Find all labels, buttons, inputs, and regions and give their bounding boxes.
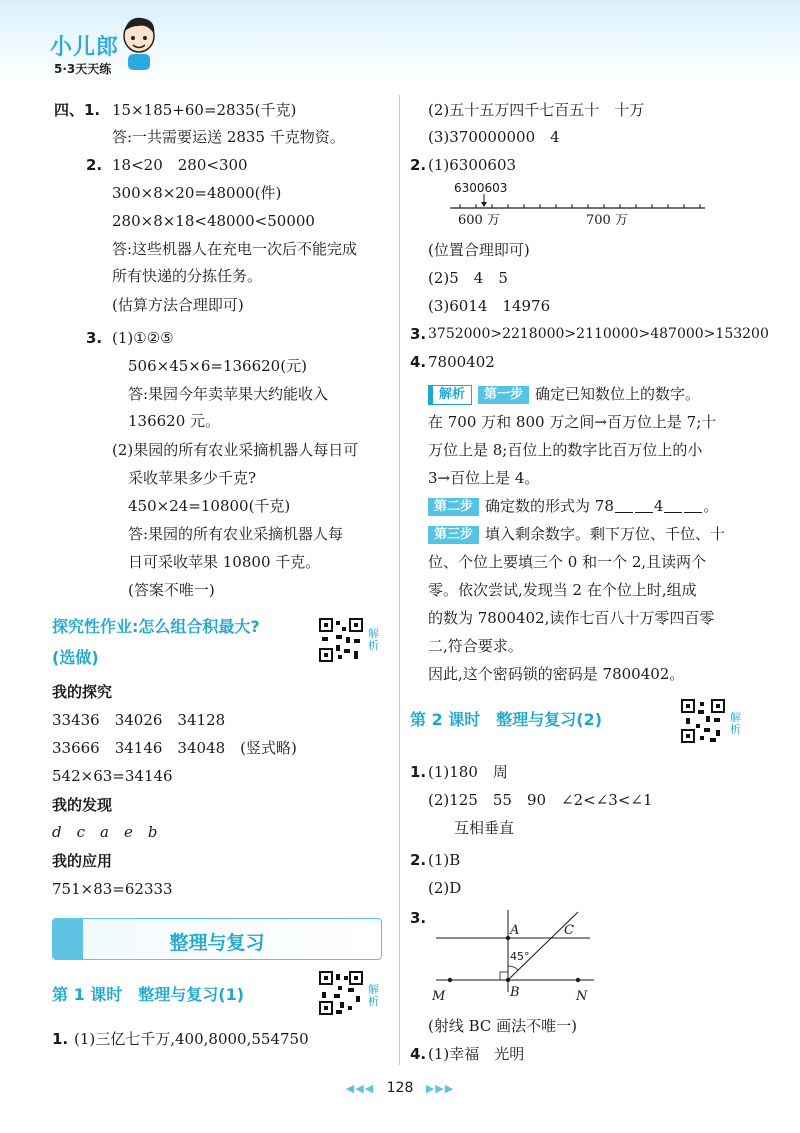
step3-line2: 位、个位上要填三个 0 和一个 2,且读两个	[428, 553, 707, 571]
lesson1-title: 第 1 课时 整理与复习(1)	[52, 985, 245, 1004]
explore-row-2: 33666 34146 34048 (竖式略)	[52, 739, 297, 757]
page-footer	[0, 1080, 800, 1096]
step3-line	[428, 524, 725, 544]
step3-text: 填入剩余数字。剩下万位、千位、十	[485, 525, 726, 543]
q4-2-label: 2.	[86, 156, 103, 174]
q4-label: 4.	[410, 353, 427, 371]
angle-arc	[508, 966, 518, 970]
step1-text: 确定已知数位上的数字。	[535, 385, 701, 403]
explore-title: 探究性作业:怎么组合积最大?	[52, 617, 260, 636]
q4-3-line10: (答案不唯一)	[128, 581, 215, 599]
analysis-tag: 解析	[428, 385, 472, 405]
q4-3-line1: (1)①②⑤	[112, 329, 174, 347]
my-apply-heading: 我的应用	[52, 852, 113, 870]
q4-3-label: 3.	[86, 329, 103, 347]
q4-3-line7: 450×24=10800(千克)	[128, 497, 291, 515]
step3-line4: 的数为 7800402,读作七百八十万零四百零	[428, 609, 715, 627]
page-number: 128	[386, 1080, 414, 1096]
q2-line1: (1)6300603	[428, 156, 517, 174]
q4-3-line4: 136620 元。	[128, 412, 221, 430]
step2-tag: 第二步	[428, 498, 479, 516]
explore-row-3: 542×63=34146	[52, 767, 173, 785]
step1-line3: 万位上是 8;百位上的数字比百万位上的小	[428, 441, 703, 459]
q4-3-line3: 答:果园今年卖苹果大约能收入	[128, 385, 329, 403]
step1-line2: 在 700 万和 800 万之间→百万位上是 7;十	[428, 413, 717, 431]
point-n	[576, 978, 580, 982]
conclusion: 因此,这个密码锁的密码是 7800402。	[428, 665, 685, 683]
label-a: A	[510, 923, 520, 938]
l2-q1-line1: (1)180 周	[428, 763, 508, 781]
step2-end: 。	[703, 497, 719, 515]
step3-tag: 第三步	[428, 526, 479, 544]
qr-code-icon[interactable]	[318, 617, 364, 663]
q2-line2: (2)5 4 5	[428, 269, 508, 287]
q4-3-line5: (2)果园的所有农业采摘机器人每日可	[112, 441, 359, 459]
label-b: B	[510, 985, 520, 1000]
l2-q2-line1: (1)B	[428, 851, 461, 869]
find-row: d c a e b	[52, 823, 158, 841]
qr-code-icon[interactable]	[318, 970, 364, 1016]
q4-2-line3: 280×8×18<48000<50000	[112, 212, 315, 230]
number-line	[440, 180, 710, 228]
l2-q3-note: (射线 BC 画法不唯一)	[428, 1017, 578, 1035]
qr-code-icon[interactable]	[680, 698, 726, 744]
q4-3-line8: 答:果园的所有农业采摘机器人每	[128, 525, 344, 543]
q4-3-line2: 506×45×6=136620(元)	[128, 357, 307, 375]
l2-q1-label: 1.	[410, 763, 427, 781]
section-banner	[52, 918, 382, 960]
prev-arrows-icon: ◀◀◀	[345, 1082, 375, 1095]
lesson2-title: 第 2 课时 整理与复习(2)	[410, 710, 603, 729]
l2-q4-label: 4.	[410, 1045, 427, 1063]
q4-text: 7800402	[428, 353, 495, 371]
blank-digit	[615, 498, 633, 513]
l2-q2-label: 2.	[410, 851, 427, 869]
l2-q4-text: (1)幸福 光明	[428, 1045, 525, 1063]
geometry-figure	[430, 908, 600, 1008]
l2-q1-line3: 互相垂直	[454, 819, 515, 837]
label-angle: 45°	[510, 950, 530, 963]
q3-text: 3752000>2218000>2110000>487000>153200	[428, 326, 769, 342]
l2-q1-line2: (2)125 55 90 ∠2<∠3<∠1	[428, 791, 653, 809]
blank-digit	[684, 498, 702, 513]
q4-1-label: 四、1.	[54, 101, 101, 119]
step3-line3: 零。依次尝试,发现当 2 在个位上时,组成	[428, 581, 697, 599]
my-find-heading: 我的发现	[52, 796, 113, 814]
number-line-ticks	[460, 204, 700, 208]
q4-1-line2: 答:一共需要运送 2835 千克物资。	[112, 128, 345, 146]
r-line1: (2)五十五万四千七百五十 十万	[428, 101, 645, 119]
qr-caption: 解析	[730, 711, 741, 736]
l1-q1-label: 1.	[52, 1030, 69, 1048]
section-banner-title: 整理与复习	[169, 932, 265, 954]
apply-row: 751×83=62333	[52, 880, 173, 898]
label-m: M	[432, 989, 446, 1004]
l2-q2-line2: (2)D	[428, 879, 462, 897]
step1-line	[428, 384, 700, 405]
label-n: N	[576, 989, 588, 1004]
point-b	[506, 978, 510, 982]
q2-label: 2.	[410, 156, 427, 174]
l1-q1-text: (1)三亿七千万,400,8000,554750	[74, 1030, 309, 1048]
q3-label: 3.	[410, 325, 427, 343]
l2-q3-label: 3.	[410, 909, 427, 927]
q4-2-line6: (估算方法合理即可)	[112, 296, 244, 314]
explore-subtitle: (选做)	[52, 648, 99, 667]
column-divider	[399, 95, 400, 1065]
step2-pre: 确定数的形式为 78	[485, 497, 614, 515]
q4-3-line6: 采收苹果多少千克?	[128, 469, 257, 487]
step2-line	[428, 496, 718, 516]
r-line2: (3)370000000 4	[428, 128, 560, 146]
explore-row-1: 33436 34026 34128	[52, 711, 226, 729]
mascot-icon	[118, 14, 160, 72]
q2-line3: (3)6014 14976	[428, 297, 551, 315]
step1-line4: 3→百位上是 4。	[428, 469, 540, 487]
blank-digit	[664, 498, 682, 513]
number-line-arrow-head	[481, 202, 487, 207]
q4-1-line1: 15×185+60=2835(千克)	[112, 101, 297, 119]
q4-2-line1: 18<20 280<300	[112, 156, 248, 174]
q4-2-line4: 答:这些机器人在充电一次后不能完成	[112, 240, 358, 258]
next-arrows-icon: ▶▶▶	[425, 1082, 455, 1095]
step3-line5: 二,符合要求。	[428, 637, 523, 655]
q2-note: (位置合理即可)	[428, 241, 530, 259]
qr-caption: 解析	[368, 627, 379, 652]
step2-mid: 4	[653, 497, 664, 515]
blank-digit	[635, 498, 653, 513]
brand-logo-subtitle: 5·3天天练	[54, 62, 112, 76]
number-line-right-label: 700 万	[586, 213, 628, 228]
step1-tag: 第一步	[478, 386, 529, 404]
number-line-left-label: 600 万	[458, 213, 500, 228]
point-m	[448, 978, 452, 982]
q4-2-line5: 所有快递的分拣任务。	[112, 267, 263, 285]
brand-logo-text: 小儿郎	[50, 35, 120, 60]
q4-3-line9: 日可采收苹果 10800 千克。	[128, 553, 321, 571]
q4-2-line2: 300×8×20=48000(件)	[112, 184, 282, 202]
qr-caption: 解析	[368, 983, 379, 1008]
my-explore-heading: 我的探究	[52, 683, 113, 701]
label-c: C	[564, 923, 574, 938]
number-line-value: 6300603	[454, 181, 508, 195]
